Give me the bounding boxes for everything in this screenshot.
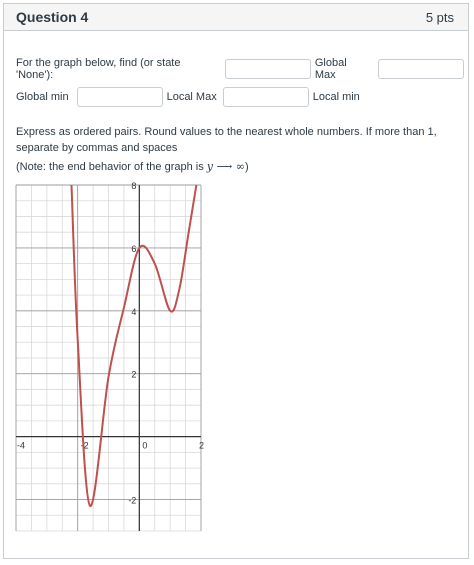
intro-answer-input[interactable] bbox=[225, 59, 311, 79]
local-max-label: Local Max bbox=[166, 91, 217, 103]
y-tick-label: 4 bbox=[131, 306, 137, 317]
x-tick-label: 2 bbox=[198, 440, 204, 451]
x-tick-label: -2 bbox=[80, 440, 89, 451]
y-tick-label: 8 bbox=[131, 181, 137, 191]
global-max-input[interactable] bbox=[378, 59, 464, 79]
question-card bbox=[3, 3, 469, 559]
local-min-label: Local min bbox=[312, 91, 360, 103]
points-label: 5 pts bbox=[425, 9, 454, 25]
global-min-input[interactable] bbox=[77, 87, 163, 107]
note-text bbox=[16, 159, 458, 175]
function-curve bbox=[72, 185, 197, 506]
y-tick-label: 2 bbox=[131, 369, 137, 380]
answer-row-1 bbox=[16, 57, 468, 81]
global-max-label: Global Max bbox=[314, 57, 347, 81]
note-math: y ⟶ ∞ bbox=[206, 160, 245, 173]
global-min-label: Global min bbox=[16, 91, 69, 103]
note-prefix: (Note: the end behavior of the graph is bbox=[16, 161, 207, 173]
intro-text: For the graph below, find (or state 'None'): bbox=[16, 57, 181, 81]
function-graph bbox=[16, 181, 204, 531]
answer-row-2 bbox=[16, 87, 360, 107]
x-tick-label: -4 bbox=[17, 440, 26, 451]
y-tick-label: -2 bbox=[128, 495, 137, 506]
question-title: Question 4 bbox=[16, 9, 89, 25]
instructions-text: Express as ordered pairs. Round values to the nearest whole numbers. If more than 1, separate by commas and spaces bbox=[16, 126, 437, 154]
note-suffix: ) bbox=[244, 161, 249, 173]
x-tick-label: 0 bbox=[142, 440, 148, 451]
local-max-input[interactable] bbox=[223, 87, 309, 107]
y-tick-label: 6 bbox=[131, 243, 137, 254]
question-header bbox=[4, 4, 468, 31]
